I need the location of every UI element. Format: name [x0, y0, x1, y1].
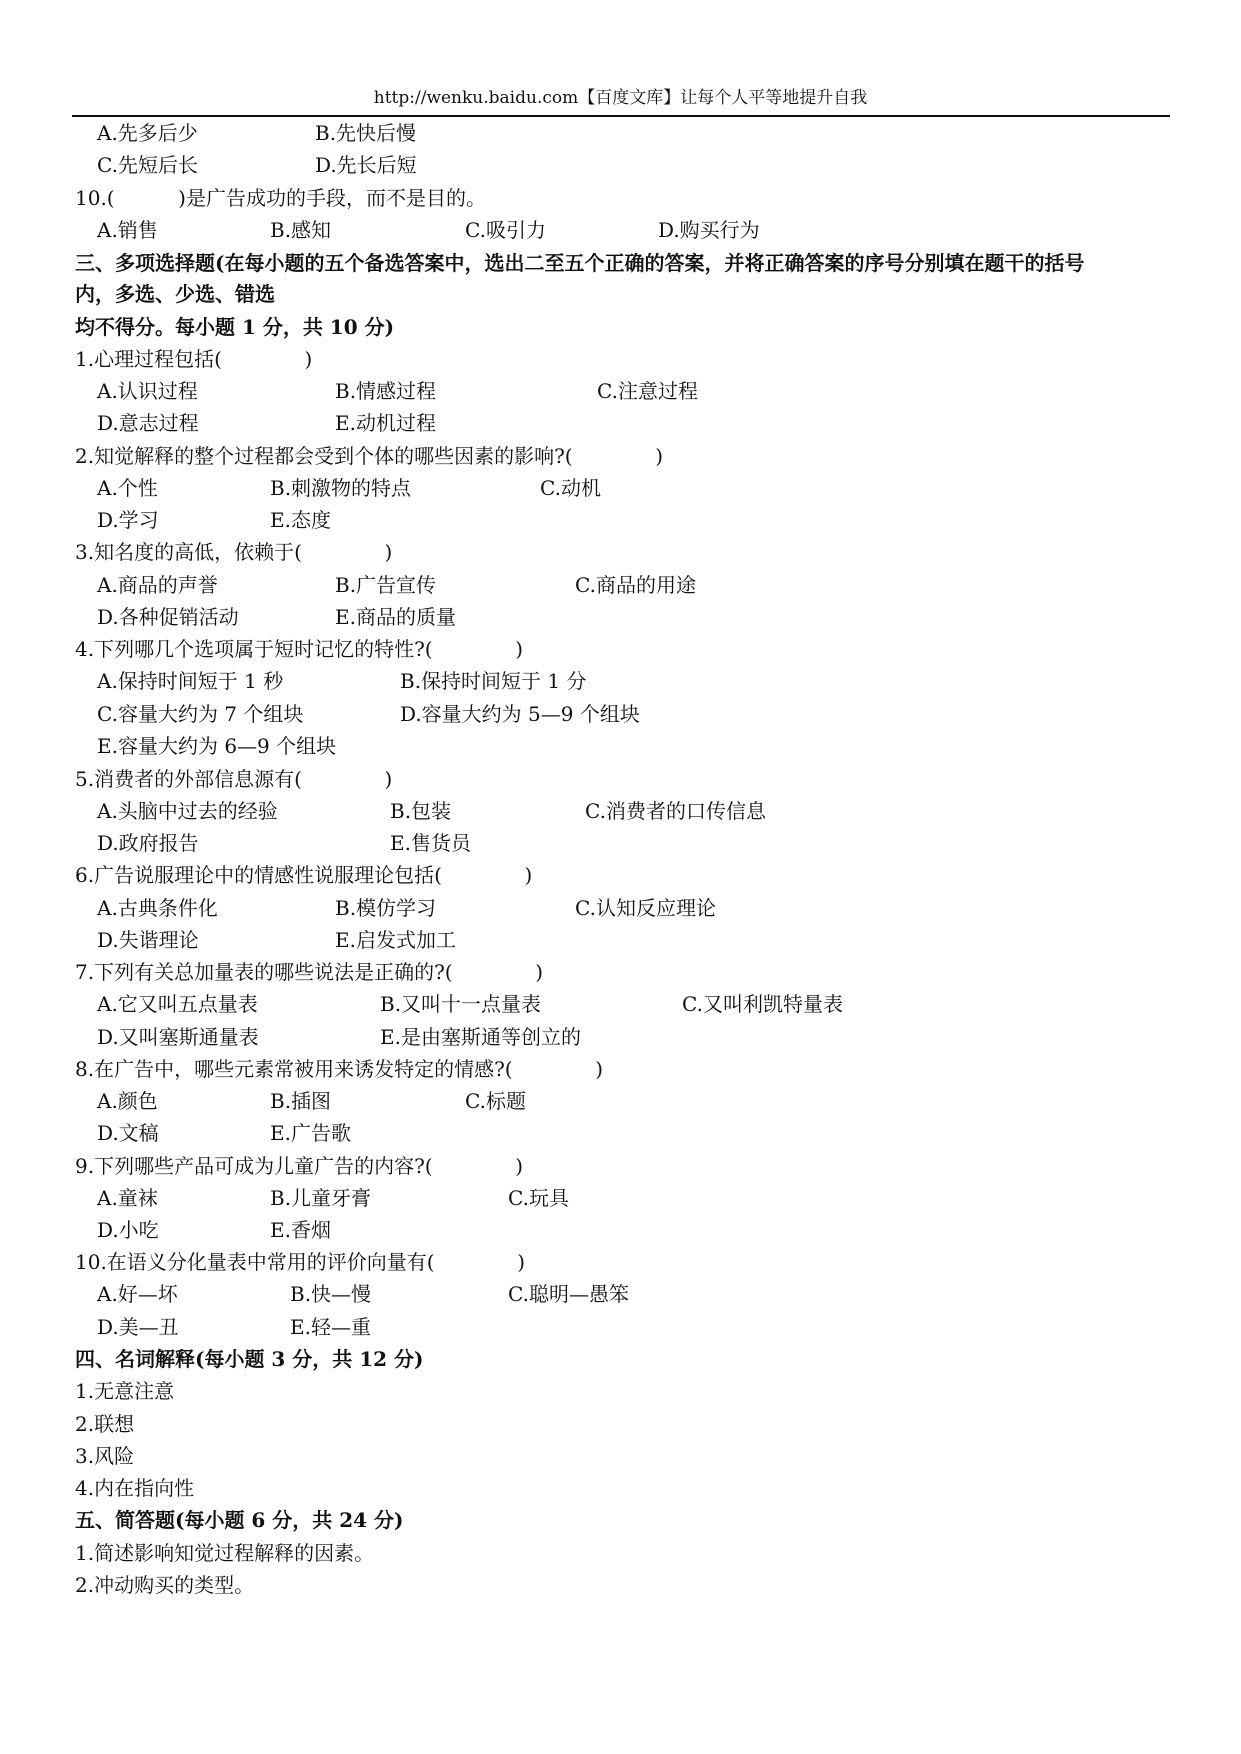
m7-e: E.是由塞斯通等创立的: [380, 1025, 581, 1049]
m9-stem: 9.下列哪些产品可成为儿童广告的内容?( ): [75, 1154, 524, 1178]
t2: 2.联想: [75, 1412, 135, 1436]
t3: 3.风险: [75, 1444, 135, 1468]
m4-d: D.容量大约为 5—9 个组块: [400, 702, 640, 726]
m2-c: C.动机: [540, 476, 601, 500]
s1: 1.简述影响知觉过程解释的因素。: [75, 1541, 375, 1565]
m9-e: E.香烟: [270, 1218, 331, 1242]
m7-b: B.又叫十一点量表: [380, 992, 542, 1016]
q10-opt-c: C.吸引力: [465, 218, 546, 242]
m8-e: E.广告歌: [270, 1121, 351, 1145]
m10-b: B.快—慢: [290, 1282, 372, 1306]
m6-d: D.失谐理论: [97, 928, 199, 952]
q9-opt-d: D.先长后短: [315, 153, 417, 177]
m5-b: B.包装: [390, 799, 452, 823]
m1-e: E.动机过程: [335, 411, 436, 435]
m8-a: A.颜色: [97, 1089, 158, 1113]
m7-a: A.它又叫五点量表: [97, 992, 258, 1016]
q9-opt-a: A.先多后少: [97, 121, 198, 145]
m9-b: B.儿童牙膏: [270, 1186, 372, 1210]
sec3-title-3: 均不得分。每小题 1 分，共 10 分): [75, 315, 395, 339]
m1-stem: 1.心理过程包括( ): [75, 347, 313, 371]
m4-a: A.保持时间短于 1 秒: [97, 669, 284, 693]
sec4-title: 四、名词解释(每小题 3 分，共 12 分): [75, 1347, 424, 1371]
page-header: http://wenku.baidu.com【百度文库】让每个人平等地提升自我: [373, 88, 868, 108]
m8-stem: 8.在广告中，哪些元素常被用来诱发特定的情感?( ): [75, 1057, 604, 1081]
t4: 4.内在指向性: [75, 1476, 195, 1500]
m8-c: C.标题: [465, 1089, 526, 1113]
m5-stem: 5.消费者的外部信息源有( ): [75, 767, 393, 791]
m10-d: D.美—丑: [97, 1315, 179, 1339]
q9-opt-c: C.先短后长: [97, 153, 198, 177]
m1-b: B.情感过程: [335, 379, 437, 403]
m3-e: E.商品的质量: [335, 605, 456, 629]
m3-b: B.广告宣传: [335, 573, 437, 597]
m1-a: A.认识过程: [97, 379, 198, 403]
q10-opt-d: D.购买行为: [658, 218, 760, 242]
q9-opt-b: B.先快后慢: [315, 121, 417, 145]
m8-d: D.文稿: [97, 1121, 159, 1145]
m3-a: A.商品的声誉: [97, 573, 218, 597]
m4-c: C.容量大约为 7 个组块: [97, 702, 304, 726]
m6-c: C.认知反应理论: [575, 896, 716, 920]
m7-stem: 7.下列有关总加量表的哪些说法是正确的?( ): [75, 960, 544, 984]
m6-stem: 6.广告说服理论中的情感性说服理论包括( ): [75, 863, 533, 887]
m9-a: A.童袜: [97, 1186, 158, 1210]
m2-e: E.态度: [270, 508, 331, 532]
m6-a: A.古典条件化: [97, 896, 218, 920]
m5-e: E.售货员: [390, 831, 471, 855]
m2-d: D.学习: [97, 508, 159, 532]
m10-c: C.聪明—愚笨: [508, 1282, 629, 1306]
m7-d: D.又叫塞斯通量表: [97, 1025, 259, 1049]
m10-a: A.好—坏: [97, 1282, 178, 1306]
m6-e: E.启发式加工: [335, 928, 456, 952]
m1-c: C.注意过程: [597, 379, 698, 403]
m9-c: C.玩具: [508, 1186, 569, 1210]
q10-opt-b: B.感知: [270, 218, 332, 242]
sec5-title: 五、简答题(每小题 6 分，共 24 分): [75, 1508, 404, 1532]
sec3-title-1: 三、多项选择题(在每小题的五个备选答案中，选出二至五个正确的答案，并将正确答案的序号分别填在题干的括号: [75, 251, 1085, 275]
m9-d: D.小吃: [97, 1218, 159, 1242]
m2-a: A.个性: [97, 476, 158, 500]
q10-stem: 10.( )是广告成功的手段，而不是目的。: [75, 186, 486, 210]
m3-stem: 3.知名度的高低，依赖于( ): [75, 540, 393, 564]
m4-b: B.保持时间短于 1 分: [400, 669, 587, 693]
m10-e: E.轻—重: [290, 1315, 371, 1339]
m8-b: B.插图: [270, 1089, 332, 1113]
sec3-title-2: 内，多选、少选、错选: [75, 282, 275, 306]
m2-stem: 2.知觉解释的整个过程都会受到个体的哪些因素的影响?( ): [75, 444, 664, 468]
m7-c: C.又叫利凯特量表: [682, 992, 843, 1016]
q10-opt-a: A.销售: [97, 218, 158, 242]
m5-a: A.头脑中过去的经验: [97, 799, 278, 823]
m5-d: D.政府报告: [97, 831, 199, 855]
m1-d: D.意志过程: [97, 411, 199, 435]
m3-c: C.商品的用途: [575, 573, 696, 597]
m5-c: C.消费者的口传信息: [585, 799, 766, 823]
m4-e: E.容量大约为 6—9 个组块: [97, 734, 337, 758]
m10-stem: 10.在语义分化量表中常用的评价向量有( ): [75, 1250, 526, 1274]
m6-b: B.模仿学习: [335, 896, 437, 920]
m3-d: D.各种促销活动: [97, 605, 239, 629]
t1: 1.无意注意: [75, 1379, 175, 1403]
s2: 2.冲动购买的类型。: [75, 1573, 255, 1597]
header-rule: [72, 115, 1170, 117]
m4-stem: 4.下列哪几个选项属于短时记忆的特性?( ): [75, 637, 524, 661]
m2-b: B.刺激物的特点: [270, 476, 412, 500]
